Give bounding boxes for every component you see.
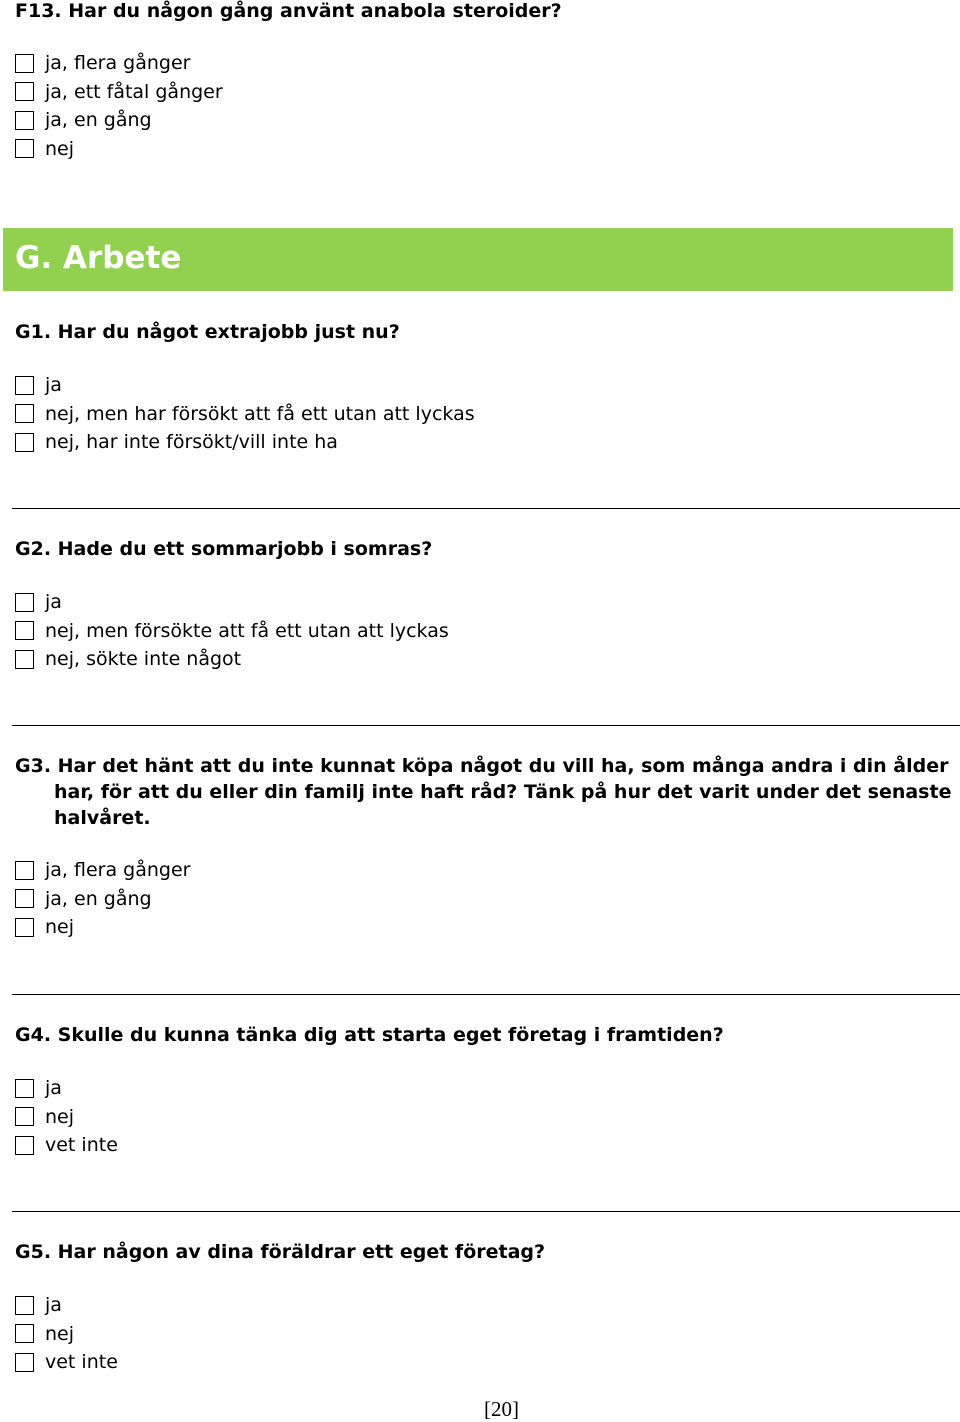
checkbox[interactable] [15, 376, 34, 395]
question-g4-options [15, 1074, 118, 1160]
page-number: [20] [484, 1397, 519, 1421]
question-g2-options [15, 588, 449, 674]
option-g3-2[interactable] [15, 885, 190, 914]
option-label: vet inte [45, 1351, 118, 1374]
option-g4-1[interactable] [15, 1074, 118, 1103]
option-label: ja, ett fåtal gånger [45, 80, 223, 103]
section-banner [3, 228, 953, 291]
option-g2-2[interactable] [15, 617, 449, 646]
option-g1-3[interactable] [15, 428, 475, 457]
option-g3-1[interactable] [15, 856, 190, 885]
checkbox[interactable] [15, 111, 34, 130]
option-label: ja [45, 1294, 62, 1317]
question-f13-options [15, 49, 223, 163]
checkbox[interactable] [15, 1296, 34, 1315]
option-g2-1[interactable] [15, 588, 449, 617]
option-f13-1[interactable] [15, 49, 223, 78]
option-label: nej [45, 1105, 75, 1128]
option-label: ja [45, 591, 62, 614]
option-g1-2[interactable] [15, 400, 475, 429]
question-g3-title: G3. Har det hänt att du inte kunnat köpa något du vill ha, som många andra i din ålder har, för att du eller din familj inte haft råd? Tänk på hur det varit under det senaste halvåret. [15, 755, 952, 829]
divider [12, 725, 960, 726]
option-label: nej [45, 1322, 75, 1345]
option-label: ja [45, 1077, 62, 1100]
option-label: ja, flera gånger [45, 859, 191, 882]
option-label: nej, sökte inte något [45, 648, 242, 671]
checkbox[interactable] [15, 861, 34, 880]
option-label: ja, en gång [45, 109, 152, 132]
question-g3-options [15, 856, 190, 942]
question-g1-options [15, 371, 475, 457]
option-f13-3[interactable] [15, 106, 223, 135]
option-label: nej [45, 137, 75, 160]
divider [12, 1211, 960, 1212]
option-g3-3[interactable] [15, 913, 190, 942]
checkbox[interactable] [15, 1324, 34, 1343]
option-label: nej, men försökte att få ett utan att lyckas [45, 619, 449, 642]
option-g5-1[interactable] [15, 1291, 118, 1320]
checkbox[interactable] [15, 593, 34, 612]
option-g2-3[interactable] [15, 645, 449, 674]
section-title: G. Arbete [15, 240, 182, 276]
checkbox[interactable] [15, 433, 34, 452]
option-label: ja [45, 374, 62, 397]
checkbox[interactable] [15, 1079, 34, 1098]
checkbox[interactable] [15, 1136, 34, 1155]
checkbox[interactable] [15, 650, 34, 669]
option-label: nej [45, 916, 75, 939]
option-f13-2[interactable] [15, 78, 223, 107]
option-label: vet inte [45, 1134, 118, 1157]
checkbox[interactable] [15, 621, 34, 640]
option-label: ja, flera gånger [45, 52, 191, 75]
checkbox[interactable] [15, 139, 34, 158]
question-g1-title: G1. Har du något extrajobb just nu? [15, 321, 400, 343]
question-g5-title: G5. Har någon av dina föräldrar ett eget företag? [15, 1241, 546, 1263]
question-g2-title: G2. Hade du ett sommarjobb i somras? [15, 538, 433, 560]
question-g4-title: G4. Skulle du kunna tänka dig att starta eget företag i framtiden? [15, 1024, 724, 1046]
checkbox[interactable] [15, 54, 34, 73]
option-g5-3[interactable] [15, 1348, 118, 1377]
option-g4-2[interactable] [15, 1103, 118, 1132]
checkbox[interactable] [15, 404, 34, 423]
option-g4-3[interactable] [15, 1131, 118, 1160]
option-label: nej, har inte försökt/vill inte ha [45, 431, 338, 454]
checkbox[interactable] [15, 1107, 34, 1126]
option-g5-2[interactable] [15, 1320, 118, 1349]
checkbox[interactable] [15, 1353, 34, 1372]
option-label: nej, men har försökt att få ett utan att lyckas [45, 402, 475, 425]
option-label: ja, en gång [45, 887, 152, 910]
question-g5-options [15, 1291, 118, 1377]
divider [12, 508, 960, 509]
option-f13-4[interactable] [15, 135, 223, 164]
checkbox[interactable] [15, 889, 34, 908]
divider [12, 994, 960, 995]
checkbox[interactable] [15, 82, 34, 101]
checkbox[interactable] [15, 918, 34, 937]
option-g1-1[interactable] [15, 371, 475, 400]
question-f13-title: F13. Har du någon gång använt anabola steroider? [15, 0, 562, 22]
